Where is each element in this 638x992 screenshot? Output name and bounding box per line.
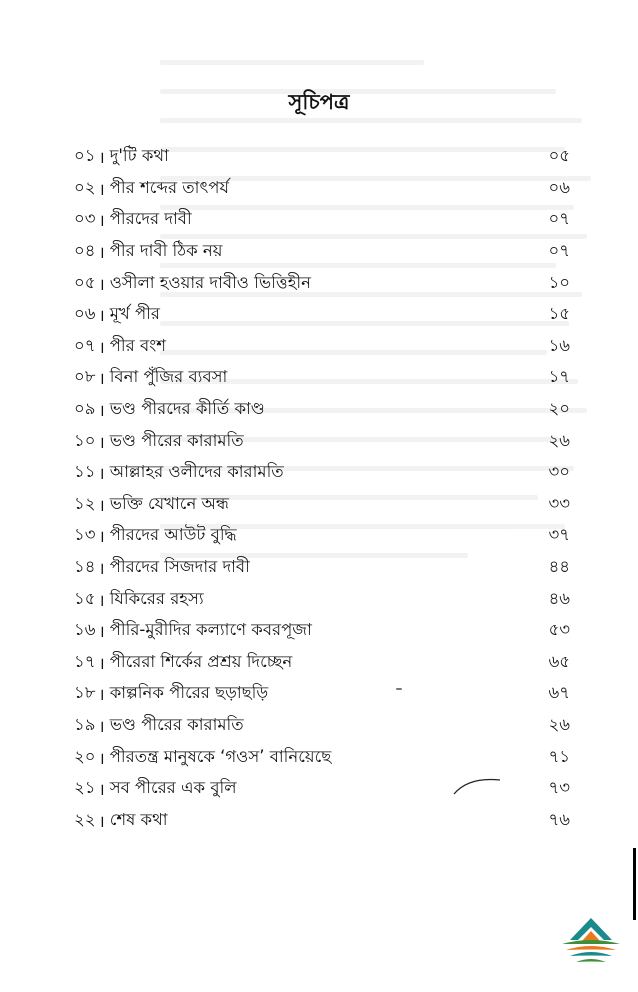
toc-entry-number: ১৬ [74, 620, 96, 640]
toc-entry-label [74, 206, 192, 233]
toc-entry-label [74, 238, 222, 265]
toc-entry-number: ১৪ [74, 557, 96, 577]
toc-entry-label [74, 428, 244, 455]
toc-entry-number: ০৫ [74, 272, 96, 292]
toc-entry-text: ভণ্ড পীরদের কীর্তি কাণ্ড [109, 399, 265, 419]
stray-mark [396, 688, 402, 690]
toc-entry-label [74, 586, 204, 613]
toc-entry-label [74, 270, 311, 297]
toc-entry-text: কাল্পনিক পীরের ছড়াছড়ি [109, 683, 269, 703]
toc-entry-label [74, 775, 237, 802]
toc-entry-number: ১৮ [74, 683, 96, 703]
page-title: সূচিপত্র [288, 90, 350, 114]
toc-entry-separator: । [98, 464, 105, 484]
toc-entry-separator: । [98, 306, 105, 326]
toc-entry-separator: । [98, 559, 105, 579]
toc-entry-page-number: ০৭ [548, 209, 570, 229]
toc-entry-label [74, 143, 169, 170]
toc-entry [74, 141, 570, 173]
toc-entry-number: ১৩ [74, 525, 96, 545]
toc-entry-text: পীরতন্ত্র মানুষকে ‘গওস’ বানিয়েছে [109, 746, 332, 766]
toc-entry [74, 457, 570, 489]
toc-entry-number: ১৭ [74, 651, 96, 671]
toc-entry-text: ওসীলা হওয়ার দাবীও ভিত্তিহীন [109, 272, 311, 292]
toc-entry-separator: । [98, 748, 105, 768]
toc-entry-number: ০৯ [74, 399, 96, 419]
toc-entry-text: ভক্তি যেখানে অন্ধ [109, 493, 229, 513]
toc-entry-number: ০২ [74, 177, 96, 197]
toc-entry-number: ১৫ [74, 588, 96, 608]
toc-entry-page-number: ৬৫ [548, 651, 570, 671]
toc-entry [74, 489, 570, 521]
toc-entry-separator: । [98, 622, 105, 642]
toc-entry [74, 520, 570, 552]
toc-entry-separator: । [98, 780, 105, 800]
toc-entry-number: ০৬ [74, 304, 96, 324]
toc-entry-page-number: ৬৭ [548, 683, 570, 703]
toc-entry-number: ২২ [74, 809, 96, 829]
toc-entry-page-number: ১৬ [548, 335, 570, 355]
toc-entry [74, 804, 570, 836]
toc-entry [74, 299, 570, 331]
toc-entry-text: পীর দাবী ঠিক নয় [109, 241, 223, 261]
toc-entry-page-number: ৩৩ [548, 493, 570, 513]
toc-entry-text: দু'টি কথা [109, 146, 169, 166]
toc-entry-separator: । [98, 811, 105, 831]
toc-entry-page-number: ৪৬ [548, 588, 570, 608]
toc-entry-label [74, 491, 229, 518]
toc-entry-text: মূর্খ পীর [109, 304, 160, 324]
toc-entry-text: ভণ্ড পীরের কারামতি [109, 714, 244, 734]
toc-entry-label [74, 712, 244, 739]
toc-entry-text: পীর শব্দের তাৎপর্য [109, 177, 229, 197]
toc-entry-text: ভণ্ড পীরের কারামতি [109, 430, 244, 450]
toc-entry-separator: । [98, 337, 105, 357]
toc-entry-separator: । [98, 369, 105, 389]
toc-entry-page-number: ১৭ [548, 367, 570, 387]
toc-entry-number: ১১ [74, 462, 96, 482]
toc-entry-label [74, 680, 268, 707]
toc-entry-text: পীরি-মুরীদির কল্যাণে কবরপূজা [109, 620, 312, 640]
toc-entry-number: ২০ [74, 746, 96, 766]
toc-entry-number: ০৮ [74, 367, 96, 387]
toc-entry [74, 394, 570, 426]
toc-entry-separator: । [98, 653, 105, 673]
toc-entry [74, 647, 570, 679]
toc-entry-separator: । [98, 590, 105, 610]
toc-entry-label [74, 649, 292, 676]
toc-entry-page-number: ১৫ [548, 304, 570, 324]
toc-entry-separator: । [98, 432, 105, 452]
toc-entry-label [74, 175, 229, 202]
toc-entry [74, 741, 570, 773]
toc-entry-separator: । [98, 274, 105, 294]
toc-entry-text: পীরদের আউট বুদ্ধি [109, 525, 237, 545]
toc-entry-text: পীর বংশ [109, 335, 167, 355]
toc-entry-separator: । [98, 527, 105, 547]
toc-entry-text: যিকিরের রহস্য [109, 588, 204, 608]
toc-entry [74, 236, 570, 268]
toc-entry [74, 615, 570, 647]
toc-entry-number: ০৪ [74, 241, 96, 261]
scan-edge-line [633, 848, 636, 920]
toc-entry-separator: । [98, 495, 105, 515]
toc-entry-page-number: ০৭ [548, 241, 570, 261]
toc-entry-page-number: ৭৩ [548, 778, 570, 798]
toc-entry-text: পীরেরা শির্কের প্রশ্রয় দিচ্ছেন [109, 651, 293, 671]
toc-entry-page-number: ৭১ [548, 746, 570, 766]
toc-entry-label [74, 396, 265, 423]
toc-entry-text: পীরদের সিজদার দাবী [109, 557, 250, 577]
toc-entry-label [74, 617, 312, 644]
toc-entry-number: ০১ [74, 146, 96, 166]
toc-entry [74, 331, 570, 363]
toc-entry-number: ১০ [74, 430, 96, 450]
toc-entry-label [74, 301, 160, 328]
toc-entry-page-number: ০৫ [548, 146, 570, 166]
toc-entry-text: বিনা পুঁজির ব্যবসা [109, 367, 228, 387]
toc-entry-page-number: ২০ [548, 399, 570, 419]
toc-entry-label [74, 522, 237, 549]
toc-entry-page-number: ১০ [548, 272, 570, 292]
toc-entry-number: ১২ [74, 493, 96, 513]
toc-entry-label [74, 459, 284, 486]
toc-entry-separator: । [98, 401, 105, 421]
toc-entry-number: ২১ [74, 778, 96, 798]
toc-entry-label [74, 333, 166, 360]
toc-entry [74, 552, 570, 584]
toc-entry-separator: । [98, 243, 105, 263]
toc-entry-page-number: ২৬ [548, 430, 570, 450]
toc-entry-label [74, 744, 331, 771]
toc-entry-label [74, 554, 250, 581]
toc-entry-number: ০৭ [74, 335, 96, 355]
toc-entry-page-number: ৩৭ [548, 525, 570, 545]
toc-entry-label [74, 364, 227, 391]
toc-entry-text: আল্লাহর ওলীদের কারামতি [109, 462, 284, 482]
toc-entry-label [74, 807, 168, 834]
toc-entry-number: ০৩ [74, 209, 96, 229]
toc-entry [74, 204, 570, 236]
toc-entry-page-number: ৩০ [548, 462, 570, 482]
toc-entry-page-number: ৫৩ [548, 620, 570, 640]
toc-entry [74, 173, 570, 205]
toc-entry [74, 678, 570, 710]
toc-entry-text: শেষ কথা [109, 809, 168, 829]
toc-entry-separator: । [98, 716, 105, 736]
toc-entry [74, 583, 570, 615]
toc-entry-page-number: ৪৪ [548, 557, 570, 577]
toc-entry-number: ১৯ [74, 714, 96, 734]
toc-entry-separator: । [98, 148, 105, 168]
pen-stroke-mark [452, 776, 502, 796]
toc-entry-separator: । [98, 211, 105, 231]
toc-entry-separator: । [98, 179, 105, 199]
toc-entry-page-number: ২৬ [548, 714, 570, 734]
toc-entry-page-number: ০৬ [548, 177, 570, 197]
toc-entry [74, 710, 570, 742]
publisher-logo-icon [556, 914, 626, 974]
toc-entry [74, 425, 570, 457]
toc-entry [74, 267, 570, 299]
toc-entry-text: পীরদের দাবী [109, 209, 192, 229]
toc-entry-separator: । [98, 685, 105, 705]
toc-entry [74, 362, 570, 394]
toc-entry-text: সব পীরের এক বুলি [109, 778, 237, 798]
table-of-contents [74, 141, 570, 836]
toc-entry-page-number: ৭৬ [548, 809, 570, 829]
